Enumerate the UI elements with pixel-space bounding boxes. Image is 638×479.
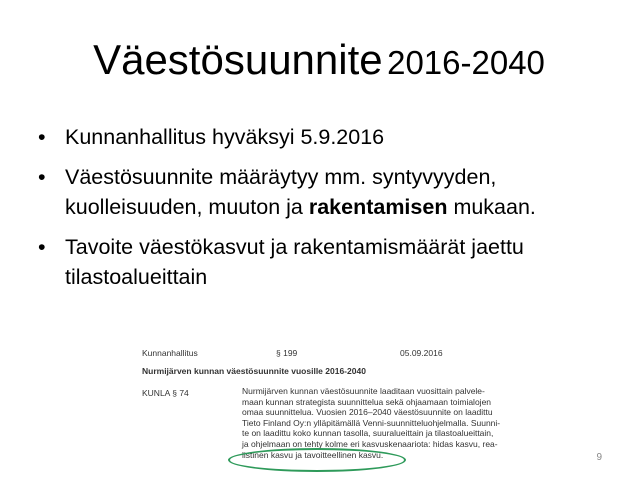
bullet-item <box>38 232 613 292</box>
bullet-item <box>38 122 613 152</box>
bullet-text: mukaan. <box>447 195 536 219</box>
slide-title <box>0 36 638 84</box>
page-number: 9 <box>596 452 602 463</box>
bullet-list <box>38 122 613 302</box>
highlight-circle <box>228 448 406 472</box>
bullet-bold-text: rakentamisen <box>308 195 448 219</box>
title-main: Väestösuunnite <box>93 36 383 83</box>
doc-header-left: Kunnanhallitus <box>142 348 198 358</box>
doc-header-right: 05.09.2016 <box>400 348 443 358</box>
doc-paragraph: Nurmijärven kunnan väestösuunnite laaditaan vuosittain palvele- maan kunnan strategista suunnittelua sekä ohjaamaan toimialojen omaa suunnittelua. Vuosien 2016–2040 väestösuunnite on laadittu Tieto Finland Oy:n ylläpitämällä Venni-suunnitteluohjelmalla. Suunni- te on laadittu koko kunnan tasolla, suuralueittain ja tilastoalueittain, ja ohjelmaan on tehty kolme eri kasvuskenaariota: hidas kasvu, rea- listinen kasvu ja tavoitteellinen kasvu. <box>242 386 501 460</box>
bullet-item <box>38 162 613 222</box>
doc-header-mid: § 199 <box>276 348 298 358</box>
bullet-text: Väestösuunnite määräytyy mm. syntyvyyden, kuolleisuuden, muuton ja <box>65 165 497 219</box>
doc-heading: Nurmijärven kunnan väestösuunnite vuosille 2016-2040 <box>142 366 366 376</box>
bullet-text: Kunnanhallitus hyväksyi 5.9.2016 <box>65 125 385 149</box>
doc-ref: KUNLA § 74 <box>142 388 189 398</box>
bullet-text: Tavoite väestökasvut ja rakentamismäärät jaettu tilastoalueittain <box>65 235 524 289</box>
title-years: 2016-2040 <box>387 44 545 81</box>
